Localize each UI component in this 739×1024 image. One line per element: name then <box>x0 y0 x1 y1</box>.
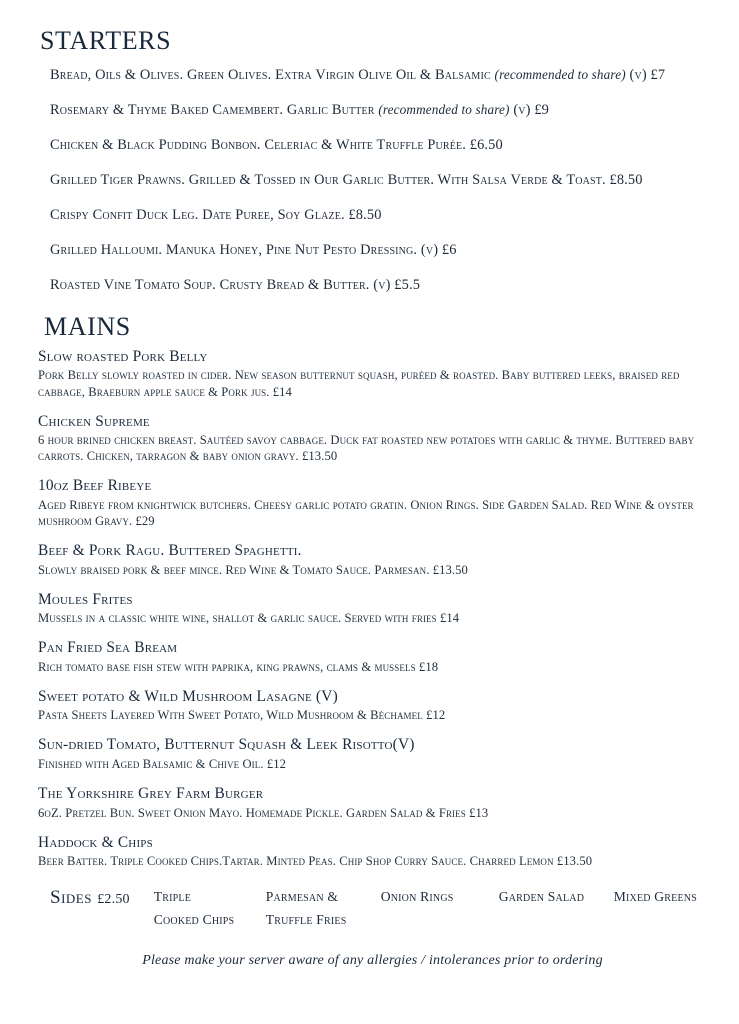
mains-section-title: MAINS <box>44 312 131 341</box>
list-item <box>38 785 709 821</box>
main-dish-description: Rich tomato base fish stew with paprika, king prawns, clams & mussels £18 <box>38 659 439 674</box>
list-item <box>38 413 709 465</box>
list-item <box>38 688 709 724</box>
sides-section <box>50 885 709 931</box>
list-item <box>50 241 709 259</box>
main-dish-description: Beer Batter. Triple Cooked Chips.Tartar. Minted Peas. Chip Shop Curry Sauce. Charred Lemon £13.50 <box>38 854 593 869</box>
main-dish-name: Pan Fried Sea Bream <box>38 639 178 657</box>
starters-section-title: STARTERS <box>40 26 172 55</box>
list-item <box>50 171 709 189</box>
list-item <box>266 885 381 931</box>
side-option-line1: Garden Salad <box>498 889 585 905</box>
list-item <box>50 136 709 154</box>
side-option-line2: Truffle Fries <box>265 912 347 928</box>
list-item <box>50 206 709 224</box>
list-item <box>381 885 499 931</box>
list-item <box>38 477 709 529</box>
list-item <box>38 348 709 400</box>
side-option-line2: Cooked Chips <box>153 912 235 928</box>
starter-text: Crispy Confit Duck Leg. Date Puree, Soy Glaze. £8.50 <box>50 207 382 223</box>
side-option-line1: Triple <box>153 889 192 905</box>
side-option-line1: Onion Rings <box>380 889 454 905</box>
starter-text: Rosemary & Thyme Baked Camembert. Garlic Butter <box>50 102 379 118</box>
starter-text: Roasted Vine Tomato Soup. Crusty Bread & Butter. (v) £5.5 <box>50 277 421 293</box>
main-dish-name: Sun-dried Tomato, Butternut Squash & Leek Risotto(V) <box>38 736 415 754</box>
main-dish-name: Haddock & Chips <box>38 833 153 851</box>
mains-list <box>36 348 709 869</box>
list-item <box>50 101 709 119</box>
main-dish-name: Chicken Supreme <box>38 412 150 430</box>
main-dish-description: Mussels in a classic white wine, shallot & garlic sauce. Served with fries £14 <box>38 611 460 626</box>
list-item <box>38 834 709 870</box>
main-dish-description: Pork Belly slowly roasted in cider. New season butternut squash, puréed & roasted. Baby buttered leeks, braised red cabbage, Braeburn apple sauce & Pork jus. £14 <box>38 368 680 399</box>
starter-price: (v) £7 <box>625 67 666 83</box>
list-item <box>614 885 724 931</box>
list-item <box>38 736 709 772</box>
main-dish-name: Moules Frites <box>38 590 133 608</box>
starter-text: Bread, Oils & Olives. Green Olives. Extra Virgin Olive Oil & Balsamic <box>50 67 495 83</box>
starters-list <box>36 66 709 294</box>
sides-options <box>154 885 724 931</box>
main-dish-description: 6 hour brined chicken breast. Sautéed savoy cabbage. Duck fat roasted new potatoes with garlic & thyme. Buttered baby carrots. Chicken, tarragon & baby onion gravy. £13.50 <box>38 433 695 464</box>
main-dish-description: Slowly braised pork & beef mince. Red Wine & Tomato Sauce. Parmesan. £13.50 <box>38 562 468 577</box>
list-item <box>38 639 709 675</box>
list-item <box>50 276 709 294</box>
starter-text: Chicken & Black Pudding Bonbon. Celeriac & White Truffle Purée. £6.50 <box>50 137 503 153</box>
list-item <box>50 66 709 84</box>
starter-note: (recommended to share) <box>378 102 510 117</box>
list-item <box>38 542 709 578</box>
sides-price: £2.50 <box>97 892 130 908</box>
main-dish-description: Pasta Sheets Layered With Sweet Potato, Wild Mushroom & Béchamel £12 <box>38 708 446 723</box>
starter-text: Grilled Halloumi. Manuka Honey, Pine Nut Pesto Dressing. (v) £6 <box>50 242 457 258</box>
sides-label <box>50 885 130 909</box>
main-dish-description: Finished with Aged Balsamic & Chive Oil. £12 <box>38 756 287 771</box>
main-dish-name: Slow roasted Pork Belly <box>38 348 208 365</box>
main-dish-name: 10oz Beef Ribeye <box>38 477 152 495</box>
allergy-notice: Please make your server aware of any allergies / intolerances prior to ordering <box>142 953 603 969</box>
main-dish-name: The Yorkshire Grey Farm Burger <box>38 785 264 803</box>
list-item <box>38 591 709 627</box>
main-dish-description: Aged Ribeye from knightwick butchers. Cheesy garlic potato gratin. Onion Rings. Side Garden Salad. Red Wine & oyster mushroom Gravy. £29 <box>38 497 694 528</box>
list-item <box>499 885 614 931</box>
starter-note: (recommended to share) <box>494 67 626 82</box>
main-dish-name: Beef & Pork Ragu. Buttered Spaghetti. <box>38 542 302 560</box>
side-option-line1: Parmesan & <box>265 889 339 905</box>
sides-title: Sides <box>50 887 92 909</box>
side-option-line1: Mixed Greens <box>613 889 697 905</box>
main-dish-description: 6oZ. Pretzel Bun. Sweet Onion Mayo. Homemade Pickle. Garden Salad & Fries £13 <box>38 805 489 820</box>
main-dish-name: Sweet potato & Wild Mushroom Lasagne (V) <box>38 687 338 705</box>
list-item <box>154 885 266 931</box>
starter-price: (v) £9 <box>509 102 550 118</box>
starter-text: Grilled Tiger Prawns. Grilled & Tossed in Our Garlic Butter. With Salsa Verde & Toast. £8.50 <box>50 172 643 188</box>
